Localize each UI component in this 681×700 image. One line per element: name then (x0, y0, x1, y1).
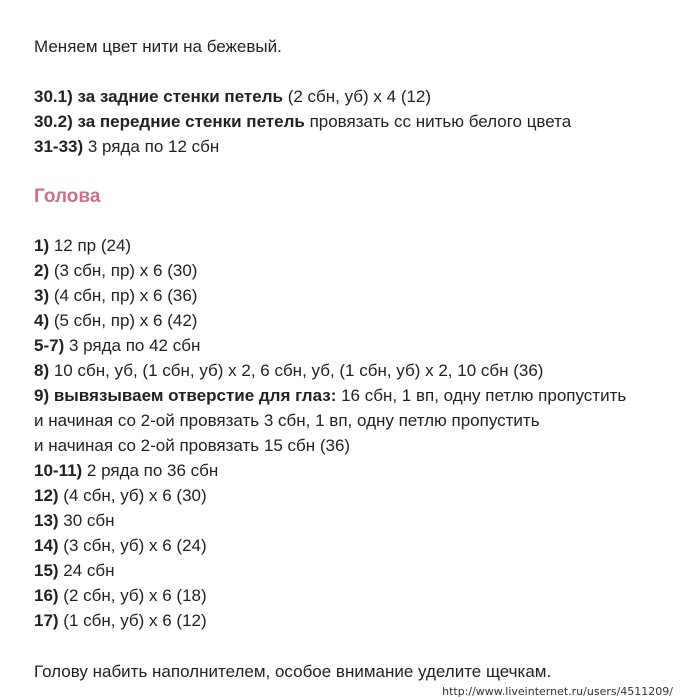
intro-text: Меняем цвет нити на бежевый. (34, 37, 282, 56)
row-label: 14) (34, 536, 59, 555)
row-10-11 (34, 461, 218, 481)
row-9-cont-2 (34, 436, 350, 456)
row-label: 9) вывязываем отверстие для глаз: (34, 386, 337, 405)
source-watermark: http://www.liveinternet.ru/users/4511209/ (442, 685, 673, 698)
row-9 (34, 386, 626, 406)
row-text: (5 сбн, пр) х 6 (42) (49, 311, 198, 330)
row-15 (34, 561, 115, 581)
row-text: 3 ряда по 12 сбн (83, 137, 220, 156)
row-13 (34, 511, 115, 531)
outro-text: Голову набить наполнителем, особое внимание уделите щечкам. (34, 662, 552, 681)
row-text: (4 сбн, уб) х 6 (30) (58, 486, 207, 505)
row-4 (34, 311, 197, 331)
row-label: 30.1) за задние стенки петель (34, 87, 283, 106)
row-label: 30.2) за передние стенки петель (34, 112, 305, 131)
row-text: (3 сбн, уб) х 6 (24) (58, 536, 207, 555)
row-17 (34, 611, 207, 631)
row-label: 17) (34, 611, 59, 630)
row-text: (2 сбн, уб) х 6 (18) (58, 586, 207, 605)
row-text: 10 сбн, уб, (1 сбн, уб) х 2, 6 сбн, уб, (1 сбн, уб) х 2, 10 сбн (36) (49, 361, 544, 380)
row-3 (34, 286, 197, 306)
row-text: 30 сбн (58, 511, 115, 530)
row-label: 8) (34, 361, 50, 380)
section-heading-head: Голова (34, 186, 101, 207)
row-label: 5-7) (34, 336, 65, 355)
row-text: (3 сбн, пр) х 6 (30) (49, 261, 198, 280)
row-label: 13) (34, 511, 59, 530)
row-label: 10-11) (34, 461, 83, 480)
row-label: 3) (34, 286, 50, 305)
row-16 (34, 586, 207, 606)
row-label: 4) (34, 311, 50, 330)
row-text: провязать сс нитью белого цвета (304, 112, 572, 131)
row-text: (4 сбн, пр) х 6 (36) (49, 286, 198, 305)
row-9-cont-1 (34, 411, 540, 431)
row-text: 12 пр (24) (49, 236, 132, 255)
row-label: 16) (34, 586, 59, 605)
row-2 (34, 261, 197, 281)
row-14 (34, 536, 207, 556)
row-text: (2 сбн, уб) х 4 (12) (282, 87, 432, 106)
row-text: и начиная со 2-ой провязать 15 сбн (36) (34, 436, 351, 455)
row-text: 2 ряда по 36 сбн (82, 461, 219, 480)
row-30-2 (34, 112, 571, 132)
row-5-7 (34, 336, 200, 356)
row-31-33 (34, 137, 219, 157)
row-text: 3 ряда по 42 сбн (64, 336, 201, 355)
row-label: 2) (34, 261, 50, 280)
row-label: 12) (34, 486, 59, 505)
row-text: 24 сбн (58, 561, 115, 580)
row-12 (34, 486, 207, 506)
row-text: и начиная со 2-ой провязать 3 сбн, 1 вп, одну петлю пропустить (34, 411, 540, 430)
row-text: (1 сбн, уб) х 6 (12) (58, 611, 207, 630)
row-30-1 (34, 87, 431, 107)
row-1 (34, 236, 131, 256)
row-label: 1) (34, 236, 50, 255)
row-label: 15) (34, 561, 59, 580)
row-text: 16 сбн, 1 вп, одну петлю пропустить (336, 386, 627, 405)
row-8 (34, 361, 543, 381)
row-label: 31-33) (34, 137, 84, 156)
